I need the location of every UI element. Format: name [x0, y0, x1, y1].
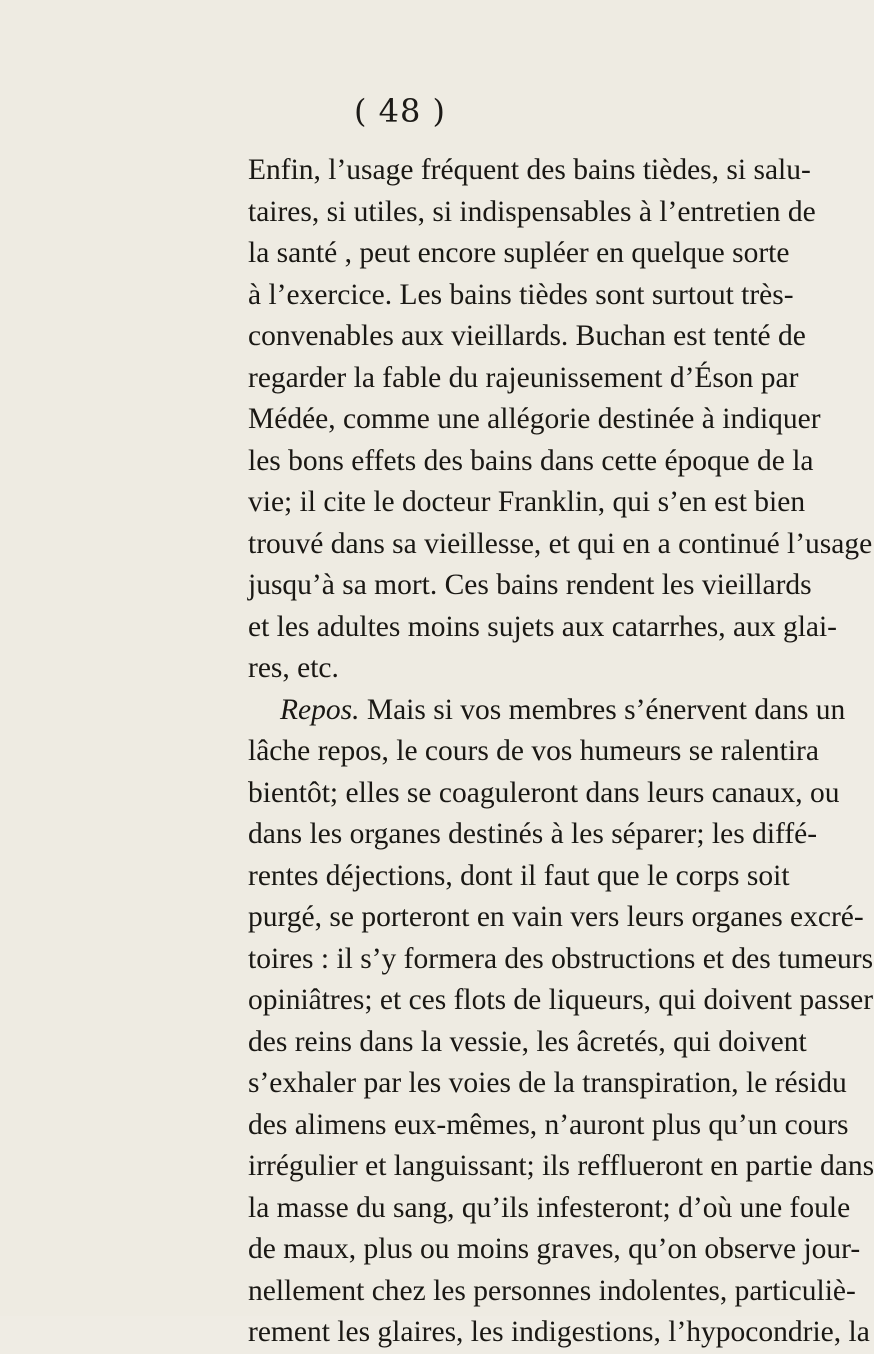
- text-line: taires, si utiles, si indispensables à l’entretien de: [248, 195, 816, 228]
- text-line: opiniâtres; et ces flots de liqueurs, qui doivent passer: [248, 984, 874, 1016]
- text-line: Médée, comme une allégorie destinée à indiquer: [248, 403, 821, 435]
- text-line: à l’exercice. Les bains tièdes sont surtout très-: [248, 278, 794, 311]
- section-first-line: [248, 690, 846, 732]
- text-line: bientôt; elles se coaguleront dans leurs canaux, ou: [248, 776, 840, 809]
- text-line: convenables aux vieillards. Buchan est tenté de: [248, 320, 806, 352]
- text-line: la santé , peut encore supléer en quelque sorte: [248, 237, 790, 269]
- text-line: des alimens eux-mêmes, n’auront plus qu’un cours: [248, 1108, 849, 1141]
- text-line: la masse du sang, qu’ils infesteront; d’où une foule: [248, 1191, 851, 1224]
- text-line: rentes déjections, dont il faut que le corps soit: [248, 859, 790, 892]
- text-line: Enfin, l’usage fréquent des bains tièdes, si salu-: [248, 154, 811, 186]
- text-line: jusqu’à sa mort. Ces bains rendent les vieillards: [248, 569, 812, 601]
- section-heading-repos: Repos.: [280, 693, 360, 726]
- text-line: trouvé dans sa vieillesse, et qui en a continué l’usage: [248, 527, 873, 560]
- text-line: purgé, se porteront en vain vers leurs organes excré-: [248, 901, 864, 933]
- text-line: des reins dans la vessie, les âcretés, qui doivent: [248, 1025, 807, 1058]
- text-line: et les adultes moins sujets aux catarrhes, aux glai-: [248, 610, 838, 643]
- text-line: lâche repos, le cours de vos humeurs se ralentira: [248, 735, 819, 767]
- page-number: ( 48 ): [353, 92, 447, 130]
- text-line: s’exhaler par les voies de la transpiration, le résidu: [248, 1067, 847, 1099]
- text-line: les bons effets des bains dans cette époque de la: [248, 444, 814, 477]
- text-line: de maux, plus ou moins graves, qu’on observe jour-: [248, 1233, 861, 1265]
- text-line: toires : il s’y formera des obstructions et des tumeurs: [248, 942, 874, 975]
- text-line: vie; il cite le docteur Franklin, qui s’en est bien: [248, 486, 806, 518]
- text-line: nellement chez les personnes indolentes, particuliè-: [248, 1274, 856, 1307]
- body-text: [248, 150, 874, 1354]
- text-line: dans les organes destinés à les séparer; les diffé-: [248, 818, 818, 850]
- text-line: irrégulier et languissant; ils refflueront en partie dans: [248, 1150, 874, 1182]
- text-line: res, etc.: [248, 652, 339, 684]
- text-line: rement les glaires, les indigestions, l’hypocondrie, la: [248, 1316, 870, 1348]
- text-line-rest: Mais si vos membres s’énervent dans un: [366, 693, 846, 726]
- text-line: regarder la fable du rajeunissement d’Éson par: [248, 361, 799, 394]
